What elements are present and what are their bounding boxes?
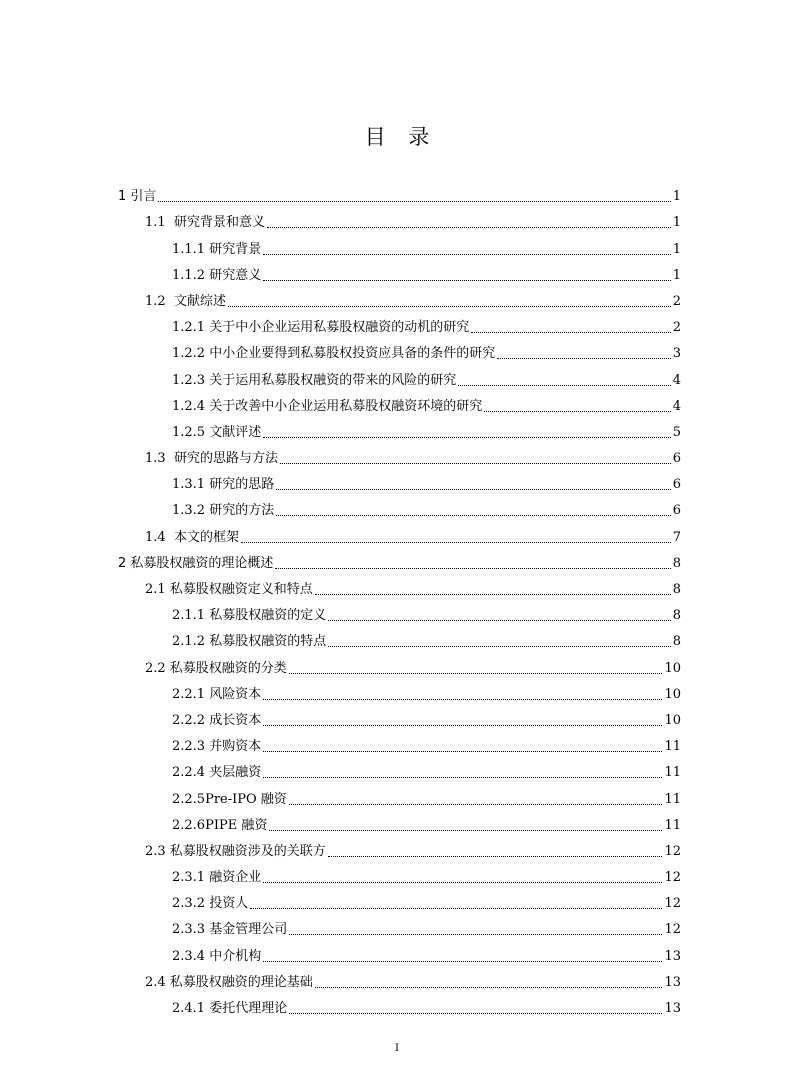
toc-entry-page-number: 11 bbox=[664, 791, 681, 807]
toc-entry-page-number: 6 bbox=[672, 477, 681, 493]
toc-entry-label: 2.3 私募股权融资涉及的关联方 bbox=[145, 843, 326, 859]
dot-leader bbox=[263, 253, 671, 255]
toc-entry-page-number: 4 bbox=[672, 372, 681, 388]
toc-entry-label: 2.3.2 投资人 bbox=[172, 896, 249, 912]
toc-entry[interactable] bbox=[0, 573, 794, 599]
toc-entry[interactable] bbox=[0, 599, 794, 625]
toc-entry-page-number: 12 bbox=[664, 843, 681, 859]
toc-entry-label: 2.1.1 私募股权融资的定义 bbox=[172, 608, 327, 624]
dot-leader bbox=[267, 226, 671, 228]
toc-entry-label: 1.2.4 关于改善中小企业运用私募股权融资环境的研究 bbox=[172, 398, 483, 414]
toc-entry-label: 2.2.5Pre-IPO 融资 bbox=[172, 791, 287, 807]
toc-entry[interactable] bbox=[0, 547, 794, 573]
toc-entry-page-number: 7 bbox=[672, 529, 681, 545]
dot-leader bbox=[263, 881, 662, 883]
dot-leader bbox=[328, 619, 671, 621]
dot-leader bbox=[263, 724, 662, 726]
toc-entry-label: 1.2.1 关于中小企业运用私募股权融资的动机的研究 bbox=[172, 320, 470, 336]
toc-entry-label: 1.2.5 文献评述 bbox=[172, 424, 262, 440]
toc-entry[interactable] bbox=[0, 966, 794, 992]
dot-leader bbox=[276, 488, 671, 490]
dot-leader bbox=[289, 1012, 662, 1014]
dot-leader bbox=[458, 384, 671, 386]
dot-leader bbox=[263, 750, 662, 752]
toc-entry-page-number: 4 bbox=[672, 398, 681, 414]
toc-entry-page-number: 13 bbox=[664, 1001, 681, 1016]
dot-leader bbox=[263, 436, 671, 438]
dot-leader bbox=[289, 803, 663, 805]
toc-entry[interactable] bbox=[0, 494, 794, 520]
dot-leader bbox=[263, 698, 662, 700]
dot-leader bbox=[158, 200, 670, 202]
dot-leader bbox=[280, 462, 671, 464]
dot-leader bbox=[497, 357, 671, 359]
toc-entry-page-number: 12 bbox=[664, 870, 681, 886]
toc-entry-page-number: 1 bbox=[672, 215, 681, 231]
dot-leader bbox=[250, 907, 662, 909]
dot-leader bbox=[263, 960, 662, 962]
toc-entry-label: 1.3.2 研究的方法 bbox=[172, 503, 275, 519]
toc-entry[interactable] bbox=[0, 468, 794, 494]
toc-entry-page-number: 10 bbox=[664, 686, 681, 702]
dot-leader bbox=[263, 776, 662, 778]
toc-entry-page-number: 1 bbox=[672, 241, 681, 257]
toc-entry-page-number: 1 bbox=[672, 267, 681, 283]
toc-entry[interactable] bbox=[0, 625, 794, 651]
toc-entry[interactable] bbox=[0, 861, 794, 887]
toc-entry-page-number: 8 bbox=[672, 582, 681, 597]
toc-entry[interactable] bbox=[0, 730, 794, 756]
toc-entry-label: 1.2 文献综述 bbox=[145, 293, 226, 309]
toc-entry-label: 1.2.3 关于运用私募股权融资的带来的风险的研究 bbox=[172, 372, 457, 388]
toc-entry-label: 2.3.1 融资企业 bbox=[172, 870, 262, 886]
toc-entry-page-number: 12 bbox=[664, 896, 681, 912]
dot-leader bbox=[276, 514, 671, 516]
toc-entry-label: 2.2.2 成长资本 bbox=[172, 712, 262, 728]
toc-entry-page-number: 11 bbox=[664, 739, 681, 755]
toc-entry[interactable] bbox=[0, 704, 794, 730]
dot-leader bbox=[241, 541, 671, 543]
toc-entry-label: 1.4 本文的框架 bbox=[145, 529, 239, 545]
table-of-contents bbox=[0, 180, 794, 1018]
toc-entry-page-number: 13 bbox=[664, 974, 681, 990]
dot-leader bbox=[263, 279, 671, 281]
toc-entry-label: 2.2 私募股权融资的分类 bbox=[145, 660, 287, 676]
toc-entry-label: 2.1.2 私募股权融资的特点 bbox=[172, 634, 327, 650]
toc-entry-page-number: 5 bbox=[672, 424, 681, 440]
dot-leader bbox=[328, 855, 663, 857]
toc-entry[interactable] bbox=[0, 678, 794, 704]
toc-entry-page-number: 12 bbox=[664, 922, 681, 938]
toc-entry-label: 1.1.2 研究意义 bbox=[172, 267, 262, 283]
toc-entry[interactable] bbox=[0, 520, 794, 546]
dot-leader bbox=[315, 986, 663, 988]
dot-leader bbox=[269, 829, 662, 831]
toc-entry-page-number: 11 bbox=[664, 817, 681, 833]
dot-leader bbox=[228, 305, 671, 307]
toc-entry-label: 1.1.1 研究背景 bbox=[172, 241, 262, 257]
toc-entry[interactable] bbox=[0, 442, 794, 468]
toc-entry-label: 2.4 私募股权融资的理论基础 bbox=[145, 974, 313, 990]
toc-entry[interactable] bbox=[0, 311, 794, 337]
toc-entry[interactable] bbox=[0, 337, 794, 363]
toc-entry[interactable] bbox=[0, 756, 794, 782]
toc-entry-page-number: 13 bbox=[664, 948, 681, 964]
toc-entry[interactable] bbox=[0, 259, 794, 285]
toc-entry-page-number: 10 bbox=[664, 660, 681, 676]
toc-entry[interactable] bbox=[0, 782, 794, 808]
dot-leader bbox=[471, 331, 671, 333]
toc-entry[interactable] bbox=[0, 285, 794, 311]
toc-entry-label: 1.3 研究的思路与方法 bbox=[145, 451, 278, 467]
toc-entry-page-number: 10 bbox=[664, 712, 681, 728]
toc-entry[interactable] bbox=[0, 416, 794, 442]
toc-entry-page-number: 2 bbox=[672, 293, 681, 309]
toc-entry[interactable] bbox=[0, 939, 794, 965]
toc-entry-page-number: 8 bbox=[672, 555, 681, 571]
toc-entry[interactable] bbox=[0, 651, 794, 677]
toc-entry-label: 2.3.4 中介机构 bbox=[172, 948, 262, 964]
toc-entry-page-number: 1 bbox=[672, 189, 681, 205]
toc-entry-page-number: 8 bbox=[672, 634, 681, 650]
toc-entry-label: 2.3.3 基金管理公司 bbox=[172, 922, 288, 938]
page-number-footer: I bbox=[395, 1043, 399, 1054]
toc-entry-page-number: 6 bbox=[672, 451, 681, 467]
toc-entry-page-number: 11 bbox=[664, 765, 681, 781]
toc-entry-label: 1 引言 bbox=[118, 189, 157, 205]
toc-entry[interactable] bbox=[0, 992, 794, 1018]
toc-entry-label: 2.4.1 委托代理理论 bbox=[172, 1001, 288, 1016]
toc-entry[interactable] bbox=[0, 363, 794, 389]
toc-entry[interactable] bbox=[0, 232, 794, 258]
toc-entry-label: 1.2.2 中小企业要得到私募股权投资应具备的条件的研究 bbox=[172, 346, 496, 362]
dot-leader bbox=[315, 593, 671, 595]
toc-entry-label: 2 私募股权融资的理论概述 bbox=[118, 555, 274, 571]
toc-entry-page-number: 8 bbox=[672, 608, 681, 624]
page-title: 目 录 bbox=[364, 125, 438, 149]
toc-entry-label: 1.3.1 研究的思路 bbox=[172, 477, 275, 493]
toc-entry-label: 2.2.3 并购资本 bbox=[172, 739, 262, 755]
toc-entry[interactable] bbox=[0, 180, 794, 206]
dot-leader bbox=[328, 645, 671, 647]
toc-entry-label: 1.1 研究背景和意义 bbox=[145, 215, 265, 231]
toc-entry-label: 2.1 私募股权融资定义和特点 bbox=[145, 582, 313, 597]
toc-entry[interactable] bbox=[0, 887, 794, 913]
toc-entry-label: 2.2.1 风险资本 bbox=[172, 686, 262, 702]
toc-entry[interactable] bbox=[0, 913, 794, 939]
toc-entry-label: 2.2.4 夹层融资 bbox=[172, 765, 262, 781]
dot-leader bbox=[289, 672, 663, 674]
toc-entry-page-number: 6 bbox=[672, 503, 681, 519]
toc-entry[interactable] bbox=[0, 390, 794, 416]
toc-entry-label: 2.2.6PIPE 融资 bbox=[172, 817, 268, 833]
toc-entry-page-number: 2 bbox=[672, 320, 681, 336]
dot-leader bbox=[289, 933, 662, 935]
toc-entry[interactable] bbox=[0, 835, 794, 861]
dot-leader bbox=[484, 410, 671, 412]
toc-entry[interactable] bbox=[0, 206, 794, 232]
toc-entry-page-number: 3 bbox=[672, 346, 681, 362]
toc-entry[interactable] bbox=[0, 809, 794, 835]
dot-leader bbox=[275, 567, 670, 569]
